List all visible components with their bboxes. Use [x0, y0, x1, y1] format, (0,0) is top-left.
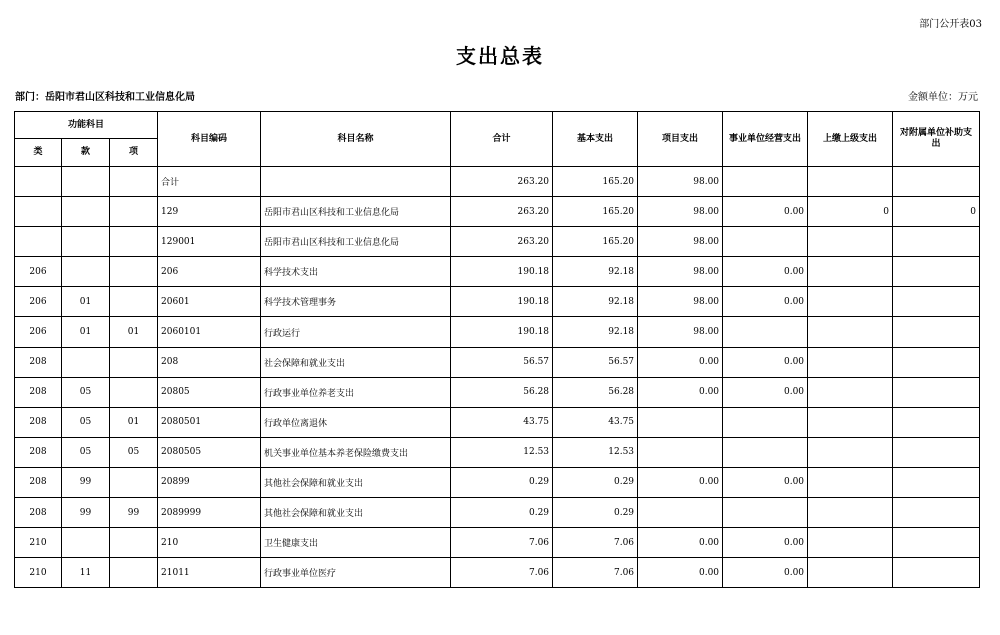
- cell-lei: 210: [15, 528, 62, 558]
- cell-kuan: 05: [62, 377, 110, 407]
- cell-xiang: [110, 227, 158, 257]
- department-label: 部门：岳阳市君山区科技和工业信息化局: [15, 92, 195, 103]
- cell-total: 263.20: [451, 227, 553, 257]
- cell-total: 0.29: [451, 467, 553, 497]
- cell-code: 2080501: [158, 407, 261, 437]
- cell-upper: 0: [808, 197, 893, 227]
- cell-name: 岳阳市君山区科技和工业信息化局: [261, 227, 451, 257]
- header-name: 科目名称: [261, 112, 451, 167]
- table-row: [15, 227, 980, 257]
- cell-kuan: [62, 167, 110, 197]
- expenditure-table: [14, 111, 980, 588]
- cell-lei: [15, 197, 62, 227]
- cell-subsidy: [893, 167, 980, 197]
- cell-name: [261, 167, 451, 197]
- cell-basic: 92.18: [553, 287, 638, 317]
- cell-name: 岳阳市君山区科技和工业信息化局: [261, 197, 451, 227]
- cell-code: 20601: [158, 287, 261, 317]
- cell-code: 2080505: [158, 437, 261, 467]
- cell-kuan: 11: [62, 558, 110, 588]
- cell-project: [638, 437, 723, 467]
- cell-subsidy: [893, 528, 980, 558]
- cell-total: 190.18: [451, 257, 553, 287]
- cell-kuan: 01: [62, 317, 110, 347]
- cell-kuan: [62, 227, 110, 257]
- cell-name: 科学技术管理事务: [261, 287, 451, 317]
- form-id: 部门公开表03: [919, 19, 982, 30]
- cell-lei: 208: [15, 498, 62, 528]
- cell-total: 263.20: [451, 197, 553, 227]
- cell-total: 43.75: [451, 407, 553, 437]
- cell-business: 0.00: [723, 347, 808, 377]
- cell-kuan: 01: [62, 287, 110, 317]
- cell-xiang: [110, 347, 158, 377]
- cell-business: 0.00: [723, 558, 808, 588]
- cell-basic: 165.20: [553, 167, 638, 197]
- cell-kuan: [62, 197, 110, 227]
- cell-business: 0.00: [723, 197, 808, 227]
- header-upper: 上缴上级支出: [808, 112, 893, 167]
- cell-code: 合计: [158, 167, 261, 197]
- cell-project: 98.00: [638, 287, 723, 317]
- cell-lei: 208: [15, 377, 62, 407]
- cell-code: 2060101: [158, 317, 261, 347]
- cell-name: 其他社会保障和就业支出: [261, 498, 451, 528]
- cell-total: 56.57: [451, 347, 553, 377]
- cell-basic: 0.29: [553, 467, 638, 497]
- cell-basic: 56.28: [553, 377, 638, 407]
- cell-project: 98.00: [638, 167, 723, 197]
- cell-code: 208: [158, 347, 261, 377]
- cell-lei: 206: [15, 287, 62, 317]
- cell-kuan: [62, 347, 110, 377]
- cell-business: [723, 437, 808, 467]
- cell-upper: [808, 287, 893, 317]
- cell-total: 190.18: [451, 317, 553, 347]
- cell-total: 12.53: [451, 437, 553, 467]
- table-row: [15, 257, 980, 287]
- table-row: [15, 197, 980, 227]
- cell-kuan: 05: [62, 437, 110, 467]
- cell-name: 卫生健康支出: [261, 528, 451, 558]
- table-row: [15, 377, 980, 407]
- cell-name: 其他社会保障和就业支出: [261, 467, 451, 497]
- cell-business: [723, 317, 808, 347]
- cell-business: 0.00: [723, 377, 808, 407]
- cell-lei: 210: [15, 558, 62, 588]
- cell-lei: 208: [15, 467, 62, 497]
- cell-total: 0.29: [451, 498, 553, 528]
- cell-name: 行政运行: [261, 317, 451, 347]
- cell-code: 210: [158, 528, 261, 558]
- cell-xiang: 01: [110, 317, 158, 347]
- cell-xiang: [110, 467, 158, 497]
- cell-upper: [808, 227, 893, 257]
- cell-project: 0.00: [638, 347, 723, 377]
- cell-lei: [15, 227, 62, 257]
- cell-upper: [808, 377, 893, 407]
- cell-code: 206: [158, 257, 261, 287]
- cell-upper: [808, 498, 893, 528]
- header-total: 合计: [451, 112, 553, 167]
- cell-basic: 7.06: [553, 558, 638, 588]
- cell-project: 0.00: [638, 467, 723, 497]
- cell-upper: [808, 347, 893, 377]
- table-row: [15, 558, 980, 588]
- cell-xiang: [110, 167, 158, 197]
- amount-unit-label: 金额单位：万元: [908, 92, 978, 103]
- table-row: [15, 528, 980, 558]
- cell-code: 2089999: [158, 498, 261, 528]
- cell-kuan: [62, 528, 110, 558]
- cell-name: 科学技术支出: [261, 257, 451, 287]
- cell-total: 7.06: [451, 558, 553, 588]
- cell-business: [723, 227, 808, 257]
- cell-business: [723, 167, 808, 197]
- cell-name: 行政事业单位医疗: [261, 558, 451, 588]
- cell-name: 社会保障和就业支出: [261, 347, 451, 377]
- cell-project: 98.00: [638, 257, 723, 287]
- cell-basic: 165.20: [553, 197, 638, 227]
- cell-lei: 206: [15, 317, 62, 347]
- cell-kuan: [62, 257, 110, 287]
- cell-lei: [15, 167, 62, 197]
- cell-xiang: [110, 257, 158, 287]
- cell-upper: [808, 437, 893, 467]
- cell-subsidy: [893, 467, 980, 497]
- cell-upper: [808, 167, 893, 197]
- cell-subsidy: [893, 347, 980, 377]
- header-func-subject: 功能科目: [15, 112, 158, 139]
- cell-total: 263.20: [451, 167, 553, 197]
- cell-xiang: 05: [110, 437, 158, 467]
- cell-lei: 208: [15, 437, 62, 467]
- table-row: [15, 347, 980, 377]
- table-row: [15, 437, 980, 467]
- cell-project: [638, 407, 723, 437]
- header-kuan: 款: [62, 139, 110, 167]
- cell-code: 20899: [158, 467, 261, 497]
- cell-basic: 12.53: [553, 437, 638, 467]
- cell-basic: 56.57: [553, 347, 638, 377]
- table-row: [15, 167, 980, 197]
- cell-project: 0.00: [638, 377, 723, 407]
- cell-business: 0.00: [723, 467, 808, 497]
- header-basic: 基本支出: [553, 112, 638, 167]
- cell-upper: [808, 407, 893, 437]
- cell-total: 190.18: [451, 287, 553, 317]
- cell-basic: 92.18: [553, 317, 638, 347]
- cell-lei: 208: [15, 347, 62, 377]
- cell-business: 0.00: [723, 287, 808, 317]
- cell-subsidy: [893, 558, 980, 588]
- cell-xiang: [110, 197, 158, 227]
- cell-business: 0.00: [723, 257, 808, 287]
- cell-name: 机关事业单位基本养老保险缴费支出: [261, 437, 451, 467]
- cell-upper: [808, 317, 893, 347]
- cell-code: 20805: [158, 377, 261, 407]
- header-business: 事业单位经营支出: [723, 112, 808, 167]
- table-row: [15, 498, 980, 528]
- header-lei: 类: [15, 139, 62, 167]
- cell-lei: 208: [15, 407, 62, 437]
- cell-lei: 206: [15, 257, 62, 287]
- cell-subsidy: [893, 377, 980, 407]
- cell-upper: [808, 528, 893, 558]
- cell-kuan: 99: [62, 467, 110, 497]
- cell-subsidy: [893, 227, 980, 257]
- cell-subsidy: [893, 287, 980, 317]
- cell-business: [723, 498, 808, 528]
- cell-xiang: [110, 377, 158, 407]
- page-title: 支出总表: [456, 44, 544, 68]
- cell-code: 129001: [158, 227, 261, 257]
- cell-xiang: [110, 287, 158, 317]
- cell-total: 7.06: [451, 528, 553, 558]
- cell-subsidy: 0: [893, 197, 980, 227]
- cell-code: 21011: [158, 558, 261, 588]
- cell-name: 行政单位离退休: [261, 407, 451, 437]
- cell-project: 98.00: [638, 197, 723, 227]
- cell-upper: [808, 558, 893, 588]
- cell-basic: 43.75: [553, 407, 638, 437]
- cell-total: 56.28: [451, 377, 553, 407]
- header-project: 项目支出: [638, 112, 723, 167]
- cell-kuan: 05: [62, 407, 110, 437]
- cell-business: 0.00: [723, 528, 808, 558]
- cell-kuan: 99: [62, 498, 110, 528]
- cell-subsidy: [893, 317, 980, 347]
- cell-name: 行政事业单位养老支出: [261, 377, 451, 407]
- cell-upper: [808, 257, 893, 287]
- header-xiang: 项: [110, 139, 158, 167]
- cell-basic: 7.06: [553, 528, 638, 558]
- cell-basic: 92.18: [553, 257, 638, 287]
- cell-project: 0.00: [638, 528, 723, 558]
- cell-project: 98.00: [638, 227, 723, 257]
- cell-project: 0.00: [638, 558, 723, 588]
- table-row: [15, 467, 980, 497]
- cell-upper: [808, 467, 893, 497]
- cell-xiang: 99: [110, 498, 158, 528]
- cell-project: [638, 498, 723, 528]
- cell-xiang: [110, 558, 158, 588]
- cell-business: [723, 407, 808, 437]
- cell-subsidy: [893, 407, 980, 437]
- cell-subsidy: [893, 257, 980, 287]
- cell-xiang: 01: [110, 407, 158, 437]
- table-row: [15, 407, 980, 437]
- cell-subsidy: [893, 437, 980, 467]
- cell-code: 129: [158, 197, 261, 227]
- cell-subsidy: [893, 498, 980, 528]
- cell-basic: 0.29: [553, 498, 638, 528]
- cell-basic: 165.20: [553, 227, 638, 257]
- table-row: [15, 317, 980, 347]
- cell-project: 98.00: [638, 317, 723, 347]
- cell-xiang: [110, 528, 158, 558]
- header-subsidy: 对附属单位补助支出: [893, 112, 980, 167]
- header-code: 科目编码: [158, 112, 261, 167]
- table-row: [15, 287, 980, 317]
